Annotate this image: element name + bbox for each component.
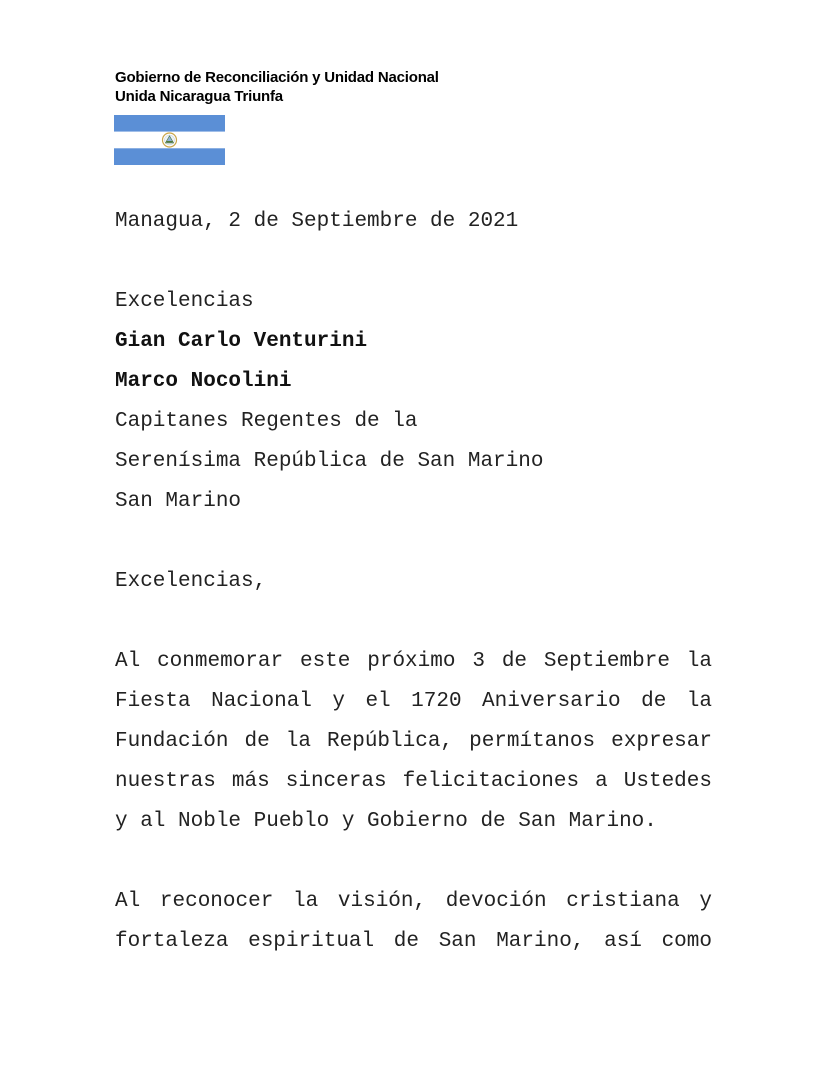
paragraph-line: fortaleza espiritual de San Marino, así como: [115, 930, 712, 953]
header-line-2: Unida Nicaragua Triunfa: [115, 88, 283, 105]
nicaragua-flag-icon: [114, 115, 225, 165]
recipient-name-2: Marco Nocolini: [115, 370, 292, 393]
paragraph-line: Al reconocer la visión, devoción cristiana y: [115, 890, 712, 913]
recipient-location: San Marino: [115, 490, 242, 513]
coat-of-arms-icon: [163, 133, 177, 147]
recipient-role-line-2: Serenísima República de San Marino: [115, 450, 544, 473]
recipient-role-line-1: Capitanes Regentes de la: [115, 410, 418, 433]
header-line-1: Gobierno de Reconciliación y Unidad Nacional: [115, 69, 439, 86]
letter-body: [115, 202, 712, 962]
salutation-title: Excelencias: [115, 290, 254, 313]
paragraph-line: Fundación de la República, permítanos expresar: [115, 730, 712, 753]
recipient-name-1: Gian Carlo Venturini: [115, 330, 368, 353]
greeting: Excelencias,: [115, 570, 267, 593]
paragraph-1: [115, 642, 712, 842]
government-header: [115, 68, 439, 106]
paragraph-2: [115, 882, 712, 962]
paragraph-line: Al conmemorar este próximo 3 de Septiembre la: [115, 650, 712, 673]
paragraph-line: Fiesta Nacional y el 1720 Aniversario de la: [115, 690, 712, 713]
place-date: Managua, 2 de Septiembre de 2021: [115, 210, 519, 233]
paragraph-line: nuestras más sinceras felicitaciones a Ustedes: [115, 770, 712, 793]
paragraph-line: y al Noble Pueblo y Gobierno de San Marino.: [115, 810, 657, 833]
